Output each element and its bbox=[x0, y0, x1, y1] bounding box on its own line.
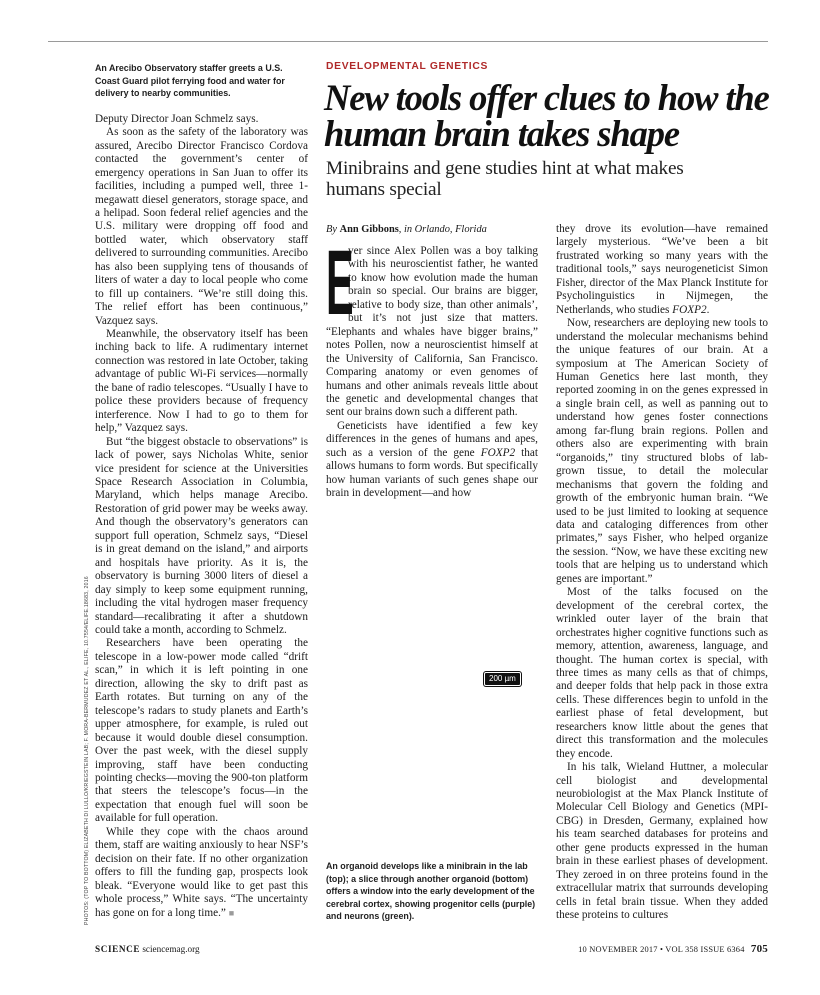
drop-cap-box bbox=[326, 232, 354, 334]
left-body bbox=[95, 113, 308, 920]
page-number: 705 bbox=[750, 943, 768, 955]
byline-by: By bbox=[326, 224, 337, 235]
paragraph: Deputy Director Joan Schmelz says. bbox=[95, 112, 259, 125]
paragraph: Most of the talks focused on the development of the cerebral cortex, the wrinkled outer layer of the brain that orchestrates higher cognitive functions such as memory, attention, awareness, language, and thought. The human cortex is special, with three times as many cells as that of chimps, and deeper folds that help pack in those extra cells. These differences begin to unfold in the earliest phase of fetal development, but researchers know little about the genes that direct this transformation and the molecules they encode. bbox=[556, 586, 768, 760]
first-paragraph bbox=[326, 232, 538, 420]
paragraph: Meanwhile, the observatory itself has been inching back to life. A rudimentary internet connection was restored in late October, taking advantage of public Wi-Fi services—normally the bane of radio telescopes. “Usually I have to police these providers because of frequency interference. Now I had to go to them for help,” Vazquez says. bbox=[95, 328, 308, 435]
end-mark: ■ bbox=[228, 907, 235, 918]
scale-bar: 200 µm bbox=[484, 672, 521, 686]
footer-right bbox=[578, 942, 768, 957]
paragraph: Researchers have been operating the telescope in a low-power mode called “drift scan,” in which it is left pointing in one direction, allowing the sky to drift past as Earth rotates. But turning on any of the telescope’s radars to study planets and Earth’s upper atmosphere, for example, is ruled out because it would double diesel consumption. Over the past week, with the diesel supply improving, staff have been conducting pointing checks—moving the 900-ton platform that steers the telescope’s focus—in the expectation that enough fuel will soon be available for full operation. bbox=[95, 637, 308, 825]
right-column bbox=[556, 223, 768, 923]
gene-name: FOXP2 bbox=[672, 303, 707, 316]
top-rule bbox=[48, 41, 768, 42]
page-footer bbox=[95, 942, 768, 956]
journal-name: SCIENCE bbox=[95, 944, 141, 954]
footer-left bbox=[95, 942, 200, 956]
journal-site: sciencemag.org bbox=[142, 944, 200, 954]
paragraph-text: Geneticists have identified a few key differences in the genes of humans and apes, such as a version of the gene bbox=[326, 419, 538, 459]
paragraph: Now, researchers are deploying new tools to understand the molecular mechanisms behind the unique features of our brain. At a symposium at The American Society of Human Genetics here last month, they reported zooming in on the genes expressed in a single brain cell, as well as panning out to understand how genes foster connections among far-flung brain regions. Pollen and others also are experimenting with brain “organoids,” tiny structured blobs of lab-grown tissue, to detail the molecular mechanisms that govern the folding and growth of the embryonic human brain. “We used to be just limited to looking at sequence data and cataloging differences from other primates,” says Fisher, who helped organize the session. “Now, we have these exciting new tools that are helping us to understand which genes are important.” bbox=[556, 317, 768, 585]
paragraph: In his talk, Wieland Huttner, a molecular cell biologist and developmental neurobiologist at the Max Planck Institute of Molecular Cell Biology and Genetics (MPI-CBG) in Dresden, Germany, explained how his team searched databases for proteins and other gene products expressed in the human brain in these earliest phases of development. They zeroed in on three proteins found in the extracellular matrix that surrounds developing cells in fetal brain tissue. When they added these proteins to cultures bbox=[556, 761, 768, 922]
headline: New tools offer clues to how the human brain takes shape bbox=[324, 77, 769, 154]
paragraph bbox=[326, 420, 538, 501]
photo-caption: An Arecibo Observatory staffer greets a U.S. Coast Guard pilot ferrying food and water for delivery to nearby communities. bbox=[95, 63, 285, 99]
middle-column bbox=[326, 223, 538, 501]
byline-author: Ann Gibbons bbox=[339, 224, 399, 235]
deck: Minibrains and gene studies hint at what makes humans special bbox=[326, 158, 684, 200]
photo-credit: PHOTOS: (TOP TO BOTTOM) ELIZABETH DI LULLO/KRIEGSTEIN LAB; F. MORA-BERMUDEZ ET AL., ELIFE, 10.7554/ELIFE.18683, 2016 bbox=[84, 576, 90, 925]
gene-name: FOXP2 bbox=[480, 446, 516, 459]
paragraph-text: they drove its evolution—have remained largely mysterious. “We’ve been a bit frustrated working so many years with the traditional tools,” says neurogeneticist Simon Fisher, director of the Max Planck Institute for Psycholinguistics in Nijmegen, the Netherlands, who studies bbox=[556, 223, 768, 316]
figure bbox=[326, 520, 538, 855]
paragraph-text: that allows humans to form words. But specifically how human variants of such genes shape our brain in development—and how bbox=[326, 446, 538, 500]
left-column bbox=[95, 62, 308, 920]
paragraph-text: While they cope with the chaos around them, staff are waiting anxiously to hear NSF’s decision on their fate. If no other organization offers to fill the funding gap, prospects look bleak. “Everyone would like to get past this whole process,” White says. “The uncertainty has gone on for a long time.” bbox=[95, 825, 308, 919]
byline-location: , in Orlando, Florida bbox=[398, 224, 487, 235]
section-kicker: DEVELOPMENTAL GENETICS bbox=[326, 61, 489, 72]
byline bbox=[326, 223, 538, 236]
issue-info: 10 NOVEMBER 2017 • VOL 358 ISSUE 6364 bbox=[578, 945, 745, 954]
paragraph-last bbox=[95, 826, 308, 920]
drop-cap: E bbox=[326, 232, 354, 334]
paragraph: But “the biggest obstacle to observations” is lack of power, says Nicholas White, senior vice president for science at the Universities Space Research Association in Columbia, Maryland, which helps manage Arecibo. Restoration of grid power may be weeks away. And though the observatory’s generators can support full operation, Schmelz says, “Diesel is in great demand on the island,” and airports and hospitals have priority. As it is, the observatory is burning 3000 liters of diesel a day simply to keep some equipment running, including the vital hydrogen maser frequency standard—recalibrating it after a shutdown could take a month, according to Schmelz. bbox=[95, 435, 308, 636]
figure-caption: An organoid develops like a minibrain in the lab (top); a slice through another organoid (bottom) offers a window into the early development of the cerebral cortex, showing progenitor cells (purple) and neurons (green). bbox=[326, 861, 536, 922]
first-paragraph-text: ver since Alex Pollen was a boy talking with his neuroscientist father, he wanted to know how evolution made the human brain so special. Our brains are bigger, relative to body size, than other animals’, but it’s not just size that matters. “Elephants and whales have bigger brains,” notes Pollen, now a neuroscientist himself at the University of California, San Francisco. Comparing anatomy or even genomes of humans and other animals reveals little about the genetic and developmental changes that sent our brains down such a different path. bbox=[326, 245, 538, 419]
paragraph bbox=[556, 223, 768, 317]
paragraph-text: . bbox=[706, 303, 710, 316]
paragraph: As soon as the safety of the laboratory was assured, Arecibo Director Francisco Cordova contacted the government’s center of emergency operations in San Juan to offer its facilities, including a pumped well, three 1-megawatt diesel generators, storage space, and a helipad. Soon federal relief agencies and the U.S. military were dropping off food and bottled water, which observatory staff delivered to surrounding communities. Arecibo has also been supplying tens of thousands of liters of water a day to local people who come to fill up containers. “We’re still doing this. The relief effort has been continuous,” Vazquez says. bbox=[95, 126, 308, 327]
